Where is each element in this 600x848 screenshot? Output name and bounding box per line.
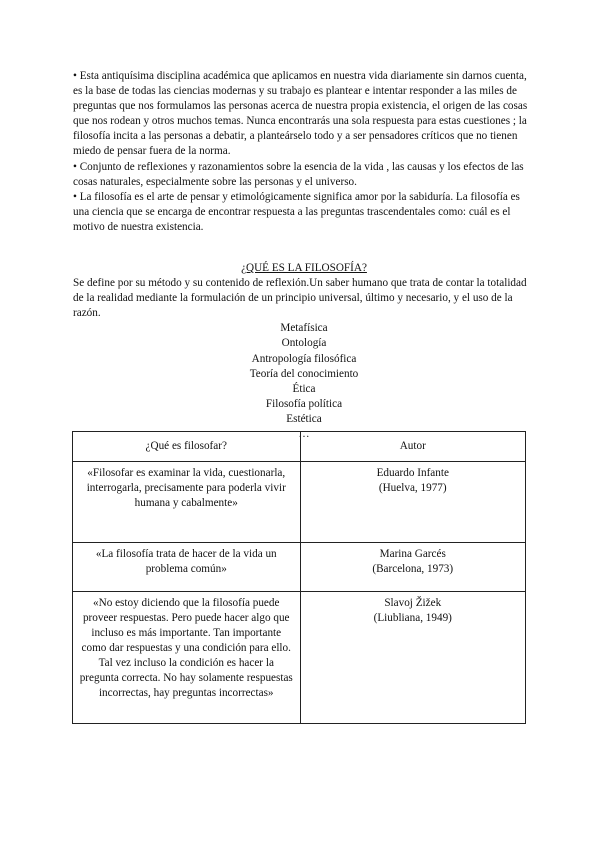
definition-text: Se define por su método y su contenido de reflexión.Un saber humano que trata de contar la totalidad de la realidad mediante la formulación de un principio universal, último y necesario, y el uso de la razón. (73, 277, 527, 320)
quotes-table (72, 431, 526, 724)
definition-section (73, 261, 535, 442)
author-origin: (Barcelona, 1973) (372, 563, 454, 575)
header-cell-question: ¿Qué es filosofar? (73, 432, 301, 462)
bullet-paragraph: • La filosofía es el arte de pensar y etimológicamente significa amor por la sabiduría. La filosofía es una ciencia que se encarga de encontrar respuesta a las preguntas trascendentales como: cuál es el motivo de nuestra existencia. (73, 190, 520, 233)
table-row (73, 543, 526, 592)
quote-text: «La filosofía trata de hacer de la vida un problema común» (95, 548, 277, 575)
author-origin: (Huelva, 1977) (378, 482, 447, 494)
table-header-row (73, 432, 526, 462)
author-cell (300, 543, 526, 592)
branch-item: … (298, 428, 310, 441)
branch-item: Filosofía política (265, 397, 343, 410)
quote-text: «Filosofar es examinar la vida, cuestionarla, interrogarla, precisamente para poderla vivir humana y cabalmente» (86, 467, 286, 509)
author-name: Marina Garcés (379, 548, 446, 560)
author-name: Eduardo Infante (376, 467, 449, 479)
bullet-paragraph: • Esta antiquísima disciplina académica que aplicamos en nuestra vida diariamente sin darnos cuenta, es la base de todas las ciencias modernas y su trabajo es plantear e intentar responder a las miles de preguntas que nos formulamos las personas acerca de nuestra propia existencia, el origen de las cosas que nos rodean y otros muchos temas. Nunca encontrarás una sola respuesta para estas cuestiones ; la filosofía incita a las personas a debatir, a planteárselo todo y a ser pensadores críticos que no tienen miedo de pensar fuera de la norma. (73, 70, 528, 158)
quote-text: «No estoy diciendo que la filosofía puede proveer respuestas. Pero puede hacer algo que incluso es más importante. Tan importante como dar respuestas y una condición para ello. Tal vez incluso la condición es hacer la pregunta correcta. No hay solamente respuestas incorrectas, hay preguntas incorrectas» (79, 597, 293, 699)
table-row (73, 592, 526, 724)
quote-cell (73, 462, 301, 543)
branch-item: Ontología (281, 337, 327, 350)
header-cell-author: Autor (300, 432, 526, 462)
section-heading: ¿QUÉ ES LA FILOSOFÍA? (241, 262, 367, 274)
branch-item: Ética (292, 382, 316, 395)
branch-item: Metafísica (280, 322, 328, 335)
bullet-paragraph: • Conjunto de reflexiones y razonamientos sobre la esencia de la vida , las causas y los efectos de las cosas naturales, especialmente sobre las personas y el universo. (73, 160, 524, 188)
author-cell (300, 592, 526, 724)
author-name: Slavoj Žižek (384, 597, 442, 609)
branch-item: Estética (286, 412, 322, 425)
table-row (73, 462, 526, 543)
branch-item: Teoría del conocimiento (249, 367, 359, 380)
branches-list (73, 321, 535, 442)
branch-item: Antropología filosófica (251, 352, 357, 365)
author-origin: (Liubliana, 1949) (373, 612, 452, 624)
quote-cell (73, 543, 301, 592)
quote-cell (73, 592, 301, 724)
intro-bullets (73, 69, 535, 235)
author-cell (300, 462, 526, 543)
